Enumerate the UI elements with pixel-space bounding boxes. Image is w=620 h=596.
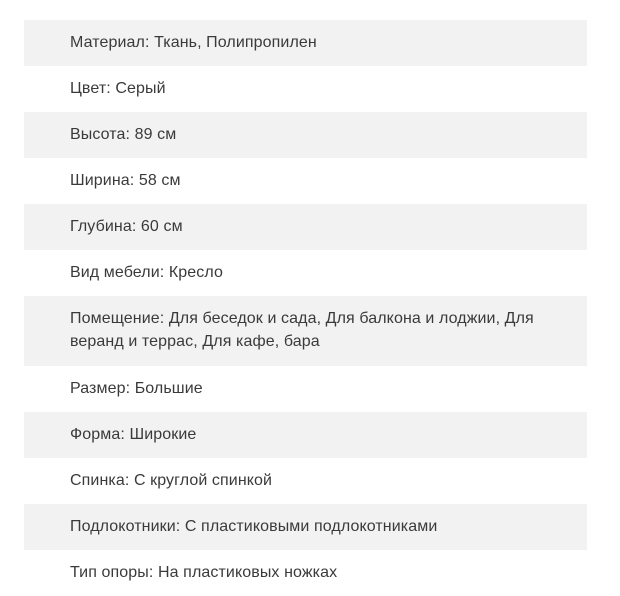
spec-label: Вид мебели: [70, 264, 160, 281]
spec-label: Тип опоры: [70, 564, 149, 581]
spec-label: Глубина: [70, 218, 132, 235]
spec-row-backrest: Спинка: С круглой спинкой: [70, 472, 273, 489]
spec-label: Спинка: [70, 472, 125, 489]
spec-row-furniture-type: Вид мебели: Кресло: [70, 264, 223, 281]
spec-row-size: Размер: Большие: [70, 380, 203, 397]
spec-row-shape: Форма: Широкие: [24, 412, 587, 458]
spec-label: Помещение: [70, 310, 160, 327]
spec-row-armrests: Подлокотники: С пластиковыми подлокотниками: [24, 504, 587, 550]
spec-row-color: Цвет: Серый: [70, 80, 166, 97]
spec-row-width: Ширина: 58 см: [70, 172, 181, 189]
spec-value: Ткань, Полипропилен: [154, 34, 317, 51]
spec-row-support-type: Тип опоры: На пластиковых ножках: [70, 564, 338, 581]
spec-label: Форма: [70, 426, 121, 443]
spec-row-height: Высота: 89 см: [24, 112, 587, 158]
product-specs-list: [24, 20, 587, 596]
spec-label: Ширина: [70, 172, 130, 189]
spec-value: С пластиковыми подлокотниками: [184, 518, 438, 535]
spec-value: 89 см: [134, 126, 177, 143]
spec-value: Серый: [115, 80, 166, 97]
spec-value: Кресло: [168, 264, 223, 281]
spec-label: Высота: [70, 126, 126, 143]
spec-label: Материал: [70, 34, 145, 51]
spec-value: Большие: [134, 380, 203, 397]
spec-label: Подлокотники: [70, 518, 176, 535]
spec-value: 58 см: [138, 172, 181, 189]
spec-value: Широкие: [129, 426, 197, 443]
spec-value: Для беседок и сада, Для балкона и лоджии, Для веранд и террас, Для кафе, бара: [70, 310, 534, 350]
spec-value: С круглой спинкой: [133, 472, 273, 489]
spec-label: Цвет: [70, 80, 107, 97]
spec-value: На пластиковых ножках: [157, 564, 338, 581]
spec-row-depth: Глубина: 60 см: [24, 204, 587, 250]
spec-row-room: Помещение: Для беседок и сада, Для балкона и лоджии, Для веранд и террас, Для кафе, бара: [24, 296, 587, 366]
spec-row-material: Материал: Ткань, Полипропилен: [24, 20, 587, 66]
spec-label: Размер: [70, 380, 126, 397]
spec-value: 60 см: [140, 218, 183, 235]
